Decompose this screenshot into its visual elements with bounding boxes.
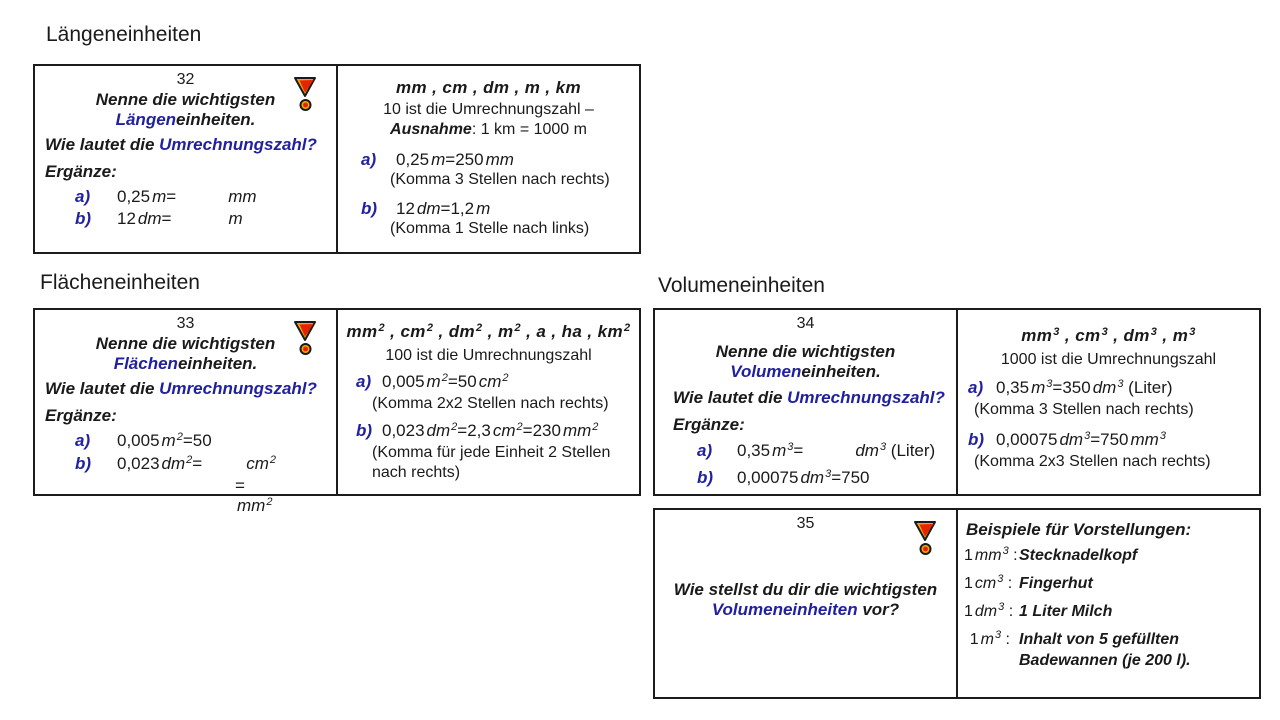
text-segment: 1 [969, 631, 979, 648]
text-segment: (Komma 2x2 Stellen nach rechts) [372, 395, 609, 412]
text-segment: (Liter) [1123, 378, 1173, 397]
text-segment: 1 [964, 547, 973, 564]
text-segment: 12 [117, 209, 136, 228]
text-segment: vor? [857, 600, 900, 619]
answer-title [964, 324, 1253, 350]
prompt-line [43, 334, 328, 354]
text-segment: =1,2 [440, 199, 475, 218]
card-34-question-panel [655, 310, 958, 494]
text-segment: m [431, 150, 446, 169]
text-segment: 2 [514, 322, 521, 334]
solution-row-b [344, 421, 633, 443]
answer-line [964, 350, 1253, 370]
card-35-question-panel [655, 510, 958, 697]
text-segment: einheiten. [801, 362, 881, 381]
text-segment: 2 [441, 372, 448, 384]
text-segment: m [497, 322, 514, 341]
text-segment: (Komma 2x3 Stellen nach rechts) [974, 453, 1211, 470]
answer-line [344, 100, 633, 120]
text-segment: 3 [1002, 545, 1009, 557]
prompt-line [43, 406, 328, 426]
text-segment: 10 ist die Umrechnungszahl – [383, 101, 594, 118]
text-segment: 2 [623, 322, 631, 334]
item-label: a) [75, 187, 91, 206]
item-label: b) [968, 430, 985, 449]
card-33-question-panel [35, 310, 338, 515]
text-segment: =230 [522, 421, 561, 440]
text-segment: mm [228, 187, 257, 206]
hint-line [344, 443, 633, 483]
answer-title [964, 520, 1253, 540]
text-segment: 2 [186, 454, 193, 466]
text-segment: dm [137, 209, 162, 228]
text-segment: km [597, 322, 623, 341]
prompt-line [663, 580, 948, 600]
answer-line [344, 346, 633, 366]
answer-line [344, 120, 633, 140]
prompt-line [663, 388, 948, 408]
text-segment: dm [1059, 430, 1084, 449]
unit-cell [964, 629, 1010, 652]
text-segment: 0,005 [117, 431, 160, 450]
exclamation-icon [293, 320, 317, 356]
hint-text: (Komma für jede Einheit 2 Stellen nach rechts) [372, 444, 611, 481]
item-label: b) [75, 454, 92, 473]
solution-row-b [964, 430, 1253, 452]
text-segment: 0,00075 [996, 430, 1058, 449]
prompt-line [663, 342, 948, 362]
prompt-line [663, 415, 948, 435]
solution-row-a [344, 372, 633, 394]
text-segment: 2 [266, 496, 273, 508]
item-label: a) [75, 431, 91, 450]
text-segment: 3 [1101, 326, 1109, 338]
text-segment: , [1059, 326, 1076, 345]
text-segment: 2 [502, 372, 509, 384]
text-segment: 0,023 [382, 421, 425, 440]
text-segment: Nenne die wichtigsten [95, 90, 276, 109]
hint-line [964, 400, 1253, 420]
text-segment: dm [448, 322, 476, 341]
card-32 [33, 64, 641, 254]
text-segment: 0,25 [117, 187, 151, 206]
text-segment: 3 [1159, 430, 1166, 442]
card-number: 32 [176, 71, 195, 88]
text-segment: einheiten. [176, 110, 256, 129]
text-segment: : [1003, 575, 1013, 592]
text-segment: 12 [396, 199, 415, 218]
text-segment: : [1001, 631, 1010, 648]
text-segment: 3 [1189, 326, 1196, 338]
text-segment: Beispiele für Vorstellungen: [966, 520, 1192, 539]
exclamation-icon [293, 76, 317, 112]
example-row [964, 629, 1253, 671]
text-segment: Ergänze: [45, 162, 117, 181]
item-label: b) [356, 421, 373, 440]
text-segment: =350 [1052, 378, 1091, 397]
text-segment: Volumeneinheiten [711, 600, 858, 619]
text-segment: Wie lautet die [673, 388, 788, 407]
text-segment: 1 [964, 575, 973, 592]
text-segment: cm [974, 575, 997, 592]
text-segment: =50 [447, 372, 477, 391]
text-segment: Umrechnungszahl? [787, 388, 945, 407]
prompt-line [663, 600, 948, 620]
text-segment: , [385, 322, 401, 341]
text-segment: , a , ha , [521, 322, 598, 341]
text-segment: 2 [592, 421, 599, 433]
text-segment: , [433, 322, 449, 341]
text-segment: (Komma 1 Stelle nach links) [390, 220, 590, 237]
text-segment: Ergänze: [673, 415, 745, 434]
text-segment: m [426, 372, 441, 391]
task-row-a [43, 187, 328, 207]
text-segment: cm [246, 454, 269, 473]
text-segment: Flächen [113, 354, 178, 373]
text-segment: 100 ist die Umrechnungszahl [385, 347, 592, 364]
text-segment: 2 [378, 322, 386, 334]
text-segment: mm , cm , dm , m , km [395, 78, 582, 97]
prompt-line [43, 162, 328, 182]
text-segment: =250 [445, 150, 484, 169]
text-segment: (Komma 3 Stellen nach rechts) [390, 171, 610, 188]
text-segment: m [161, 431, 176, 450]
text-segment: 3 [1117, 378, 1124, 390]
example-text: Stecknadelkopf [1019, 547, 1138, 564]
item-label: a) [697, 441, 713, 460]
card-number: 35 [796, 515, 815, 532]
text-segment: 3 [1084, 430, 1091, 442]
item-label: a) [968, 378, 984, 397]
text-segment: cm [400, 322, 426, 341]
text-segment: Ausnahme [390, 121, 472, 138]
card-35 [653, 508, 1261, 699]
text-segment: : [1008, 547, 1018, 564]
text-segment: 3 [997, 573, 1004, 585]
text-segment: Wie lautet die [45, 379, 160, 398]
text-segment: 1000 ist die Umrechnungszahl [1000, 351, 1217, 368]
text-segment: =750 [1090, 430, 1129, 449]
example-text: Inhalt von 5 gefüllten Badewannen (je 200 l). [1019, 631, 1191, 669]
text-segment: 2 [426, 322, 434, 334]
task-row-a [43, 431, 328, 453]
text-segment: 3 [1046, 378, 1053, 390]
text-segment: m [152, 187, 167, 206]
prompt-line [43, 110, 328, 130]
exclamation-icon [913, 520, 937, 556]
text-segment: m [1172, 326, 1189, 345]
text-segment: 3 [879, 441, 887, 453]
text-segment: m [772, 441, 787, 460]
hint-line [344, 219, 633, 239]
solution-row-a [344, 150, 633, 170]
card-number: 34 [796, 315, 815, 332]
text-segment: Nenne die wichtigsten [95, 334, 276, 353]
solution-row-a [964, 378, 1253, 400]
text-segment: m [228, 209, 243, 228]
example-row [964, 573, 1253, 596]
text-segment: , [1157, 326, 1173, 345]
example-text: 1 Liter Milch [1019, 603, 1113, 620]
text-segment: = [793, 441, 804, 460]
prompt-line [43, 135, 328, 155]
text-segment: 0,00075 [737, 468, 799, 487]
text-segment: =2,3 [457, 421, 491, 440]
unit-cell [964, 573, 1013, 596]
text-segment: : [1004, 603, 1014, 620]
text-segment: 3 [825, 468, 832, 480]
hint-line [344, 394, 633, 414]
text-segment: dm [1123, 326, 1150, 345]
text-segment: 0,023 [117, 454, 160, 473]
text-segment: cm [492, 421, 516, 440]
hint-line [964, 452, 1253, 472]
text-segment: m [980, 631, 994, 648]
text-segment: 2 [516, 421, 523, 433]
text-segment: =750 [831, 468, 870, 487]
text-segment: 1 [964, 603, 973, 620]
text-segment: 0,35 [737, 441, 771, 460]
text-segment: m [1031, 378, 1046, 397]
card-33 [33, 308, 641, 515]
section-heading-laengeneinheiten: Längeneinheiten [46, 23, 202, 46]
text-segment: = [161, 209, 172, 228]
text-segment: = [166, 187, 177, 206]
unit-cell [964, 545, 1018, 568]
text-segment: (Komma 3 Stellen nach rechts) [974, 401, 1194, 418]
item-label: a) [356, 372, 372, 391]
card-34-answer-panel [958, 310, 1259, 494]
text-segment: mm [346, 322, 378, 341]
text-segment: 2 [176, 431, 183, 443]
item-label: a) [361, 150, 377, 169]
text-segment: Umrechnungszahl? [159, 379, 317, 398]
card-number: 33 [176, 315, 195, 332]
task-row-continuation [43, 476, 328, 518]
unit-cell [964, 601, 1014, 624]
task-row-b [663, 468, 948, 490]
text-segment: dm [800, 468, 825, 487]
text-segment: dm [855, 441, 879, 460]
text-segment: Nenne die wichtigsten [715, 342, 896, 361]
text-segment: dm [426, 421, 451, 440]
text-segment: 3 [1053, 326, 1060, 338]
text-segment: (Liter) [886, 441, 936, 460]
text-segment: =50 [182, 431, 212, 450]
example-text: Fingerhut [1019, 575, 1093, 592]
text-segment: 2 [269, 454, 277, 466]
text-segment: mm [485, 150, 514, 169]
task-row-a [663, 441, 948, 463]
card-33-answer-panel [338, 310, 639, 494]
solution-row-b [344, 199, 633, 219]
example-row [964, 545, 1253, 568]
card-34 [653, 308, 1261, 496]
text-segment: = [235, 476, 245, 495]
text-segment: = [192, 454, 203, 473]
text-segment: m [476, 199, 491, 218]
prompt-line [43, 90, 328, 110]
text-segment: : 1 km = 1000 m [471, 121, 587, 138]
item-label: b) [75, 209, 92, 228]
example-row [964, 601, 1253, 624]
text-segment: mm [237, 496, 266, 515]
answer-title [344, 320, 633, 346]
section-heading-volumeneinheiten: Volumeneinheiten [658, 274, 825, 297]
card-32-answer-panel [338, 66, 639, 252]
prompt-line [43, 379, 328, 399]
text-segment: 2 [476, 322, 483, 334]
text-segment: 3 [998, 601, 1005, 613]
task-row-b [43, 209, 328, 229]
text-segment: 3 [787, 441, 794, 453]
text-segment: mm [562, 421, 592, 440]
card-35-answer-panel [958, 510, 1259, 697]
prompt-line [663, 362, 948, 382]
answer-title [344, 76, 633, 100]
text-segment: einheiten. [177, 354, 258, 373]
item-label: b) [361, 199, 378, 218]
text-segment: Volumen [730, 362, 802, 381]
text-segment: 0,25 [396, 150, 430, 169]
text-segment: , [1108, 326, 1124, 345]
text-segment: mm [1021, 326, 1053, 345]
prompt-line [43, 354, 328, 374]
text-segment: 3 [1150, 326, 1158, 338]
text-segment: , [482, 322, 498, 341]
text-segment: dm [416, 199, 441, 218]
text-segment: dm [161, 454, 186, 473]
text-segment: Wie lautet die [45, 135, 160, 154]
text-segment: 2 [451, 421, 458, 433]
text-segment: Wie stellst du dir die wichtigsten [673, 580, 938, 599]
text-segment: 3 [994, 629, 1002, 641]
hint-line [344, 170, 633, 190]
text-segment: mm [1130, 430, 1159, 449]
text-segment: dm [1092, 378, 1117, 397]
text-segment: dm [974, 603, 998, 620]
text-segment: mm [974, 547, 1002, 564]
text-segment: 0,005 [382, 372, 425, 391]
text-segment: cm [478, 372, 502, 391]
task-row-b [43, 454, 328, 476]
section-heading-flaecheneinheiten: Flächeneinheiten [40, 271, 200, 294]
item-label: b) [697, 468, 714, 487]
text-segment: Längen [115, 110, 177, 129]
text-segment: Ergänze: [45, 406, 117, 425]
text-segment: cm [1075, 326, 1101, 345]
card-32-question-panel [35, 66, 338, 252]
text-segment: 0,35 [996, 378, 1030, 397]
text-segment: Umrechnungszahl? [159, 135, 317, 154]
